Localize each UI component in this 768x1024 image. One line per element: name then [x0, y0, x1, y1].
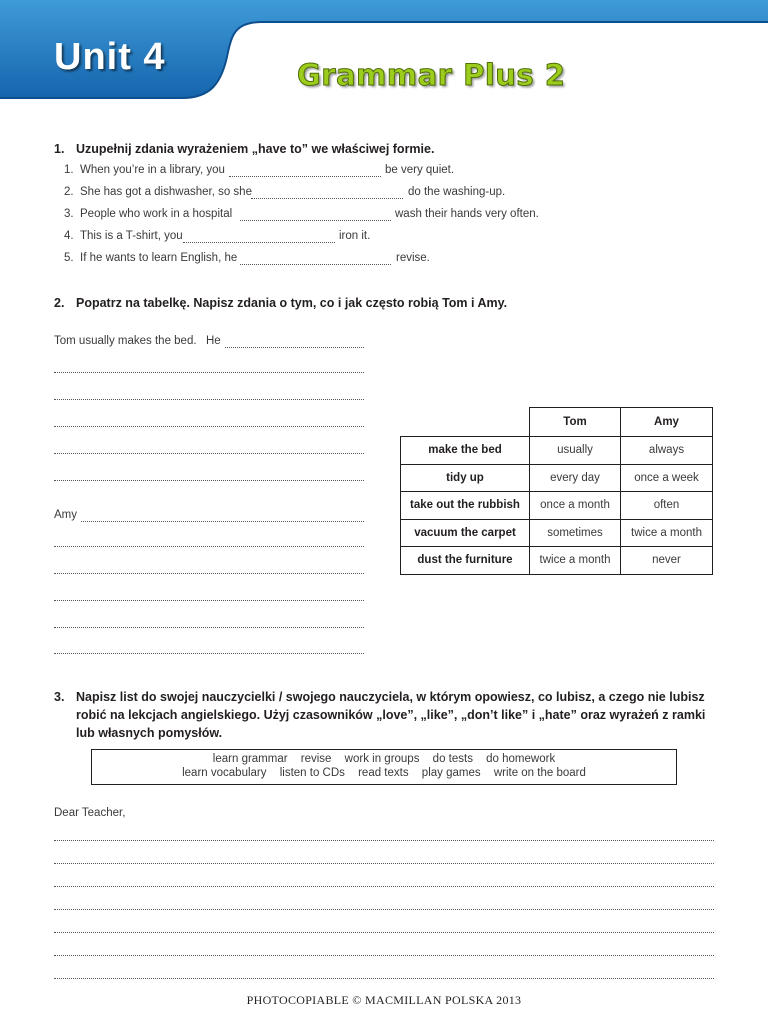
answer-line[interactable]: [54, 653, 364, 654]
item-number: 1.: [64, 164, 74, 176]
exercise-1-item: [64, 252, 237, 264]
instruction-text: Uzupełnij zdania wyrażeniem „have to” we właściwej formie.: [76, 142, 435, 156]
amy-frequency-cell: always: [621, 437, 713, 465]
table-header-tom: Tom: [530, 408, 621, 437]
word-box: [91, 749, 677, 785]
answer-line[interactable]: [54, 546, 364, 547]
section-title: Grammar Plus 2: [297, 58, 566, 92]
header-banner: [0, 0, 768, 112]
item-number: 4.: [64, 230, 74, 242]
table-row: [401, 464, 713, 492]
table-row: [401, 519, 713, 547]
word-box-item: learn vocabulary: [182, 767, 267, 779]
word-box-item: write on the board: [493, 767, 586, 779]
exercise-1-item: [64, 230, 183, 242]
word-box-row: [92, 753, 676, 765]
tom-frequency-cell: sometimes: [530, 519, 621, 547]
letter-line[interactable]: [54, 840, 714, 841]
activity-cell: take out the rubbish: [401, 492, 530, 520]
answer-line[interactable]: [81, 521, 364, 522]
table-header-amy: Amy: [621, 408, 713, 437]
table-header-row: [401, 408, 713, 437]
tom-frequency-cell: usually: [530, 437, 621, 465]
answer-line[interactable]: [54, 573, 364, 574]
answer-blank[interactable]: [183, 242, 335, 243]
item-text-before: When you’re in a library, you: [80, 164, 225, 176]
item-text-before: People who work in a hospital: [80, 208, 233, 220]
item-text-after: do the washing-up.: [408, 186, 506, 198]
amy-prompt: Amy: [54, 509, 77, 521]
answer-blank[interactable]: [229, 176, 381, 177]
table-corner-cell: [401, 408, 530, 437]
amy-frequency-cell: never: [621, 547, 713, 575]
answer-line[interactable]: [54, 480, 364, 481]
item-text-after: revise.: [396, 252, 430, 264]
word-box-row: [92, 767, 676, 779]
answer-line[interactable]: [54, 453, 364, 454]
copyright-footer: PHOTOCOPIABLE © MACMILLAN POLSKA 2013: [246, 993, 522, 1007]
item-text-before: She has got a dishwasher, so she: [80, 186, 252, 198]
answer-line[interactable]: [54, 600, 364, 601]
letter-line[interactable]: [54, 932, 714, 933]
word-box-item: work in groups: [344, 753, 420, 765]
letter-line[interactable]: [54, 863, 714, 864]
word-box-item: play games: [421, 767, 481, 779]
activity-cell: vacuum the carpet: [401, 519, 530, 547]
item-text-before: If he wants to learn English, he: [80, 252, 238, 264]
item-text-after: be very quiet.: [385, 164, 455, 176]
amy-frequency-cell: once a week: [621, 464, 713, 492]
frequency-table: [400, 407, 713, 575]
answer-line[interactable]: [225, 347, 364, 348]
word-box-item: listen to CDs: [279, 767, 345, 779]
letter-line[interactable]: [54, 886, 714, 887]
item-number: 3.: [64, 208, 74, 220]
tom-frequency-cell: twice a month: [530, 547, 621, 575]
answer-blank[interactable]: [240, 264, 391, 265]
exercise-1-item: [64, 164, 225, 176]
item-text-after: iron it.: [339, 230, 371, 242]
exercise-number: 1.: [54, 142, 65, 156]
answer-line[interactable]: [54, 426, 364, 427]
exercise-number: 3.: [54, 690, 65, 704]
answer-blank[interactable]: [251, 198, 403, 199]
answer-line[interactable]: [54, 399, 364, 400]
answer-line[interactable]: [54, 627, 364, 628]
exercise-1-item: [64, 186, 252, 198]
table-row: [401, 437, 713, 465]
item-text-before: This is a T-shirt, you: [80, 230, 183, 242]
table-row: [401, 492, 713, 520]
exercise-number: 2.: [54, 296, 65, 310]
instruction-text: Napisz list do swojej nauczycielki / swojego nauczyciela, w którym opowiesz, co lubisz, a czego nie lubisz robić na lekcjach angielskiego. Użyj czasowników „love”, „like”, „don’t like” i „hate” oraz wyrażeń z ramki lub własnych pomysłów.: [76, 690, 706, 740]
word-box-item: revise: [300, 753, 332, 765]
answer-line[interactable]: [54, 372, 364, 373]
tom-example-sentence: Tom usually makes the bed.: [54, 335, 197, 347]
letter-line[interactable]: [54, 909, 714, 910]
item-number: 2.: [64, 186, 74, 198]
word-box-item: learn grammar: [212, 753, 288, 765]
letter-line[interactable]: [54, 955, 714, 956]
activity-cell: dust the furniture: [401, 547, 530, 575]
item-text-after: wash their hands very often.: [395, 208, 539, 220]
word-box-item: read texts: [358, 767, 409, 779]
tom-frequency-cell: once a month: [530, 492, 621, 520]
unit-title: Unit 4: [54, 36, 166, 78]
word-box-item: do homework: [486, 753, 556, 765]
word-box-item: do tests: [432, 753, 473, 765]
exercise-1-instruction: [54, 142, 434, 156]
tom-he-prompt: He: [206, 335, 221, 347]
activity-cell: make the bed: [401, 437, 530, 465]
exercise-1-item: [64, 208, 232, 220]
tom-frequency-cell: every day: [530, 464, 621, 492]
activity-cell: tidy up: [401, 464, 530, 492]
exercise-3-instruction: [54, 688, 714, 742]
instruction-text: Popatrz na tabelkę. Napisz zdania o tym, co i jak często robią Tom i Amy.: [76, 296, 508, 310]
amy-frequency-cell: often: [621, 492, 713, 520]
amy-frequency-cell: twice a month: [621, 519, 713, 547]
letter-line[interactable]: [54, 978, 714, 979]
exercise-2-instruction: [54, 296, 507, 310]
table-row: [401, 547, 713, 575]
answer-blank[interactable]: [240, 220, 391, 221]
letter-greeting: Dear Teacher,: [54, 807, 126, 819]
item-number: 5.: [64, 252, 74, 264]
